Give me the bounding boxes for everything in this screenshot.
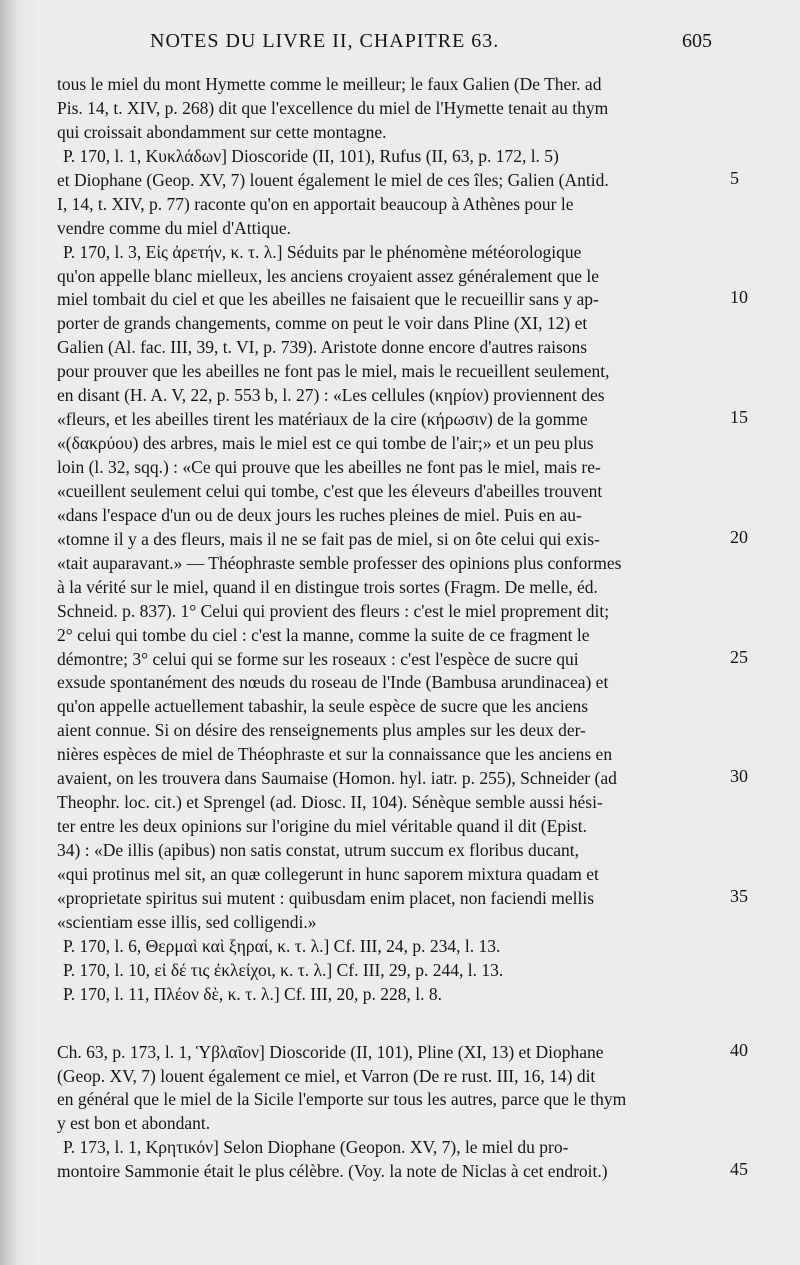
running-header: NOTES DU LIVRE II, CHAPITRE 63. xyxy=(150,30,500,52)
text-line: miel tombait du ciel et que les abeilles ne faisaient que le recueillir sans y ap- xyxy=(57,289,599,310)
body-text xyxy=(57,72,719,1183)
text-line: P. 170, l. 1, Κυκλάδων] Dioscoride (II, 101), Rufus (II, 63, p. 172, l. 5) xyxy=(63,145,559,166)
text-line: montoire Sammonie était le plus célèbre. (Voy. la note de Niclas à cet endroit.) xyxy=(57,1161,608,1182)
line-number: 25 xyxy=(730,647,748,667)
page-number: 605 xyxy=(682,30,712,52)
text-line: à la vérité sur le miel, quand il en distingue trois sortes (Fragm. De melle, éd. xyxy=(57,576,598,597)
text-line: «tomne il y a des fleurs, mais il ne se fait pas de miel, si on ôte celui qui exis- xyxy=(57,528,600,549)
text-line: vendre comme du miel d'Attique. xyxy=(57,217,291,238)
line-number: 40 xyxy=(730,1040,748,1060)
line-number: 10 xyxy=(730,287,748,307)
text-line: démontre; 3° celui qui se forme sur les roseaux : c'est l'espèce de sucre qui xyxy=(57,648,579,669)
text-line: qu'on appelle actuellement tabashir, la seule espèce de sucre que les anciens xyxy=(57,696,589,717)
text-line: pour prouver que les abeilles ne font pas le miel, mais le recueillent seulement, xyxy=(57,361,610,382)
text-line: «cueillent seulement celui qui tombe, c'est que les éleveurs d'abeilles trouvent xyxy=(57,480,603,501)
text-line: qu'on appelle blanc mielleux, les anciens croyaient assez généralement que le xyxy=(57,265,600,286)
line-number: 5 xyxy=(730,168,739,188)
line-number: 15 xyxy=(730,407,748,427)
line-number: 20 xyxy=(730,527,748,547)
text-line: y est bon et abondant. xyxy=(57,1113,211,1134)
text-line: (Geop. XV, 7) louent également ce miel, et Varron (De re rust. III, 16, 14) dit xyxy=(57,1065,596,1086)
line-number: 35 xyxy=(730,886,748,906)
text-line: loin (l. 32, sqq.) : «Ce qui prouve que les abeilles ne font pas le miel, mais re- xyxy=(57,457,601,477)
text-line: «proprietate spiritus sui mutent : quibusdam enim placet, non faciendi mellis xyxy=(57,887,595,908)
text-line: I, 14, t. XIV, p. 77) raconte qu'on en apportait beaucoup à Athènes pour le xyxy=(57,193,574,214)
text-line: P. 170, l. 10, εἰ δέ τις ἐκλείχοι, κ. τ. λ.] Cf. III, 29, p. 244, l. 13. xyxy=(63,959,504,980)
text-line: tous le miel du mont Hymette comme le meilleur; le faux Galien (De Ther. ad xyxy=(57,74,602,94)
text-line: nières espèces de miel de Théophraste et sur la connaissance que les anciens en xyxy=(57,744,613,765)
text-line: en général que le miel de la Sicile l'emporte sur tous les autres, parce que le thym xyxy=(57,1089,627,1110)
text-line: 2° celui qui tombe du ciel : c'est la manne, comme la suite de ce fragment le xyxy=(57,624,590,645)
text-line: qui croissait abondamment sur cette montagne. xyxy=(57,121,387,142)
text-line: P. 170, l. 6, Θερμαὶ καὶ ξηραί, κ. τ. λ.] Cf. III, 24, p. 234, l. 13. xyxy=(63,935,501,956)
text-line: 34) : «De illis (apibus) non satis constat, utrum succum ex floribus ducant, xyxy=(57,840,579,860)
text-line: aient connue. Si on désire des renseignements plus amples sur les deux der- xyxy=(57,720,586,741)
text-line: «fleurs, et les abeilles tirent les matériaux de la cire (κήρωσιν) de la gomme xyxy=(57,409,588,430)
text-line: Theophr. loc. cit.) et Sprengel (ad. Diosc. II, 104). Sénèque semble aussi hési- xyxy=(57,792,603,813)
text-line: P. 170, l. 11, Πλέον δὲ, κ. τ. λ.] Cf. III, 20, p. 228, l. 8. xyxy=(63,983,442,1004)
text-line: «tait auparavant.» — Théophraste semble professer des opinions plus conformes xyxy=(57,552,622,573)
text-line: P. 173, l. 1, Κρητικόν] Selon Diophane (Geopon. XV, 7), le miel du pro- xyxy=(63,1137,569,1158)
text-line: en disant (H. A. V, 22, p. 553 b, l. 27) : «Les cellules (κηρίον) proviennent des xyxy=(57,385,605,406)
text-line: P. 170, l. 3, Εἰς ἀρετήν, κ. τ. λ.] Séduits par le phénomène météorologique xyxy=(63,241,582,262)
line-number: 45 xyxy=(730,1159,748,1179)
text-line: Ch. 63, p. 173, l. 1, Ὑβλαῖον] Dioscoride (II, 101), Pline (XI, 13) et Diophane xyxy=(57,1041,604,1062)
text-line: Pis. 14, t. XIV, p. 268) dit que l'excellence du miel de l'Hymette tenait au thym xyxy=(57,97,609,118)
text-line: ter entre les deux opinions sur l'origine du miel véritable quand il dit (Epist. xyxy=(57,816,587,837)
text-line: Schneid. p. 837). 1° Celui qui provient des fleurs : c'est le miel proprement dit; xyxy=(57,600,610,621)
text-line: et Diophane (Geop. XV, 7) louent également le miel de ces îles; Galien (Antid. xyxy=(57,169,609,190)
text-line: Galien (Al. fac. III, 39, t. VI, p. 739). Aristote donne encore d'autres raisons xyxy=(57,337,588,358)
text-line: «(δακρύου) des arbres, mais le miel est ce qui tombe de l'air;» et un peu plus xyxy=(57,433,594,454)
text-line: «scientiam esse illis, sed colligendi.» xyxy=(57,911,317,932)
line-number: 30 xyxy=(730,766,748,786)
text-line: avaient, on les trouvera dans Saumaise (Homon. hyl. iatr. p. 255), Schneider (ad xyxy=(57,768,617,789)
text-line: «dans l'espace d'un ou de deux jours les ruches pleines de miel. Puis en au- xyxy=(57,504,582,525)
text-line: «qui protinus mel sit, an quæ collegerunt in hunc saporem mixtura quadam et xyxy=(57,863,599,884)
text-line: exsude spontanément des nœuds du roseau de l'Inde (Bambusa arundinacea) et xyxy=(57,672,609,693)
text-line: porter de grands changements, comme on peut le voir dans Pline (XI, 12) et xyxy=(57,313,588,334)
